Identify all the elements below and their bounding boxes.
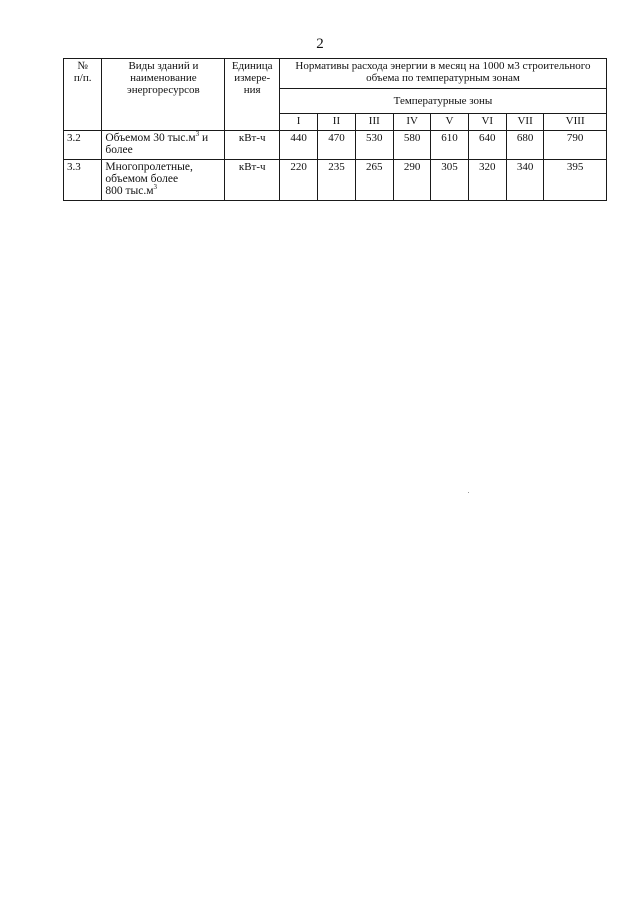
row-name-line1-text: Объемом 30 тыс.м — [105, 132, 196, 144]
header-unit-line3: ния — [243, 84, 261, 96]
row-value-zone-i: 440 — [279, 131, 317, 160]
row-number: 3.3 — [64, 160, 102, 201]
row-name — [102, 160, 225, 201]
row-number: 3.2 — [64, 131, 102, 160]
row-name-line3-text: 800 тыс.м — [105, 185, 154, 197]
row-value-zone-iv: 580 — [393, 131, 430, 160]
table-row — [64, 131, 607, 160]
header-norms-cell — [279, 59, 606, 89]
header-zones-title: Температурные зоны — [279, 89, 606, 114]
row-name-line3 — [105, 185, 221, 197]
header-unit-line2: измере- — [234, 72, 271, 84]
row-value-zone-v: 305 — [431, 160, 468, 201]
row-value-zone-viii: 790 — [544, 131, 607, 160]
zone-header-cell: VI — [468, 114, 506, 131]
row-value-zone-vi: 640 — [468, 131, 506, 160]
header-type-line1: Виды зданий и — [128, 60, 199, 72]
row-name-line2: объемом более — [105, 173, 179, 185]
row-unit: кВт-ч — [225, 131, 279, 160]
row-value-zone-vii: 340 — [506, 160, 543, 201]
header-norms-line1: Нормативы расхода энергии в месяц на 1000 м3 строительного — [295, 60, 591, 72]
row-name-line1 — [105, 132, 221, 144]
header-unit-line1: Единица — [231, 60, 273, 72]
header-number-cell — [64, 59, 102, 131]
row-value-zone-iii: 530 — [355, 131, 393, 160]
zone-header-cell: V — [431, 114, 468, 131]
header-norms-line2: объема по температурным зонам — [366, 72, 520, 84]
zone-header-cell: VIII — [544, 114, 607, 131]
table-header-row — [64, 59, 607, 89]
row-name-line1-tail: и — [199, 132, 209, 144]
zone-header-cell: III — [355, 114, 393, 131]
table-row — [64, 160, 607, 201]
row-value-zone-viii: 395 — [544, 160, 607, 201]
header-unit-cell — [225, 59, 279, 131]
row-value-zone-ii: 470 — [318, 131, 355, 160]
row-name-line2: более — [105, 144, 133, 156]
header-number-line2: п/п. — [73, 72, 92, 84]
row-value-zone-vi: 320 — [468, 160, 506, 201]
row-value-zone-i: 220 — [279, 160, 317, 201]
zone-header-cell: I — [279, 114, 317, 131]
row-value-zone-ii: 235 — [318, 160, 355, 201]
header-number-line1: № — [77, 60, 88, 72]
zone-header-cell: IV — [393, 114, 430, 131]
row-unit: кВт-ч — [225, 160, 279, 201]
row-value-zone-iii: 265 — [355, 160, 393, 201]
header-type-line2: наименование — [130, 72, 197, 84]
row-name-line3-sup: 3 — [153, 183, 157, 192]
zone-header-cell: II — [318, 114, 355, 131]
header-type-cell — [102, 59, 225, 131]
row-name-line1: Многопролетные, — [105, 161, 193, 173]
row-value-zone-iv: 290 — [393, 160, 430, 201]
page-number: 2 — [316, 36, 324, 52]
scan-speck — [468, 492, 469, 493]
row-name — [102, 131, 225, 160]
energy-norms-table — [63, 58, 607, 201]
row-name-line1-sup: 3 — [195, 130, 200, 139]
header-type-line3: энергоресурсов — [127, 84, 200, 96]
row-value-zone-vii: 680 — [506, 131, 543, 160]
row-value-zone-v: 610 — [431, 131, 468, 160]
zone-header-cell: VII — [506, 114, 543, 131]
